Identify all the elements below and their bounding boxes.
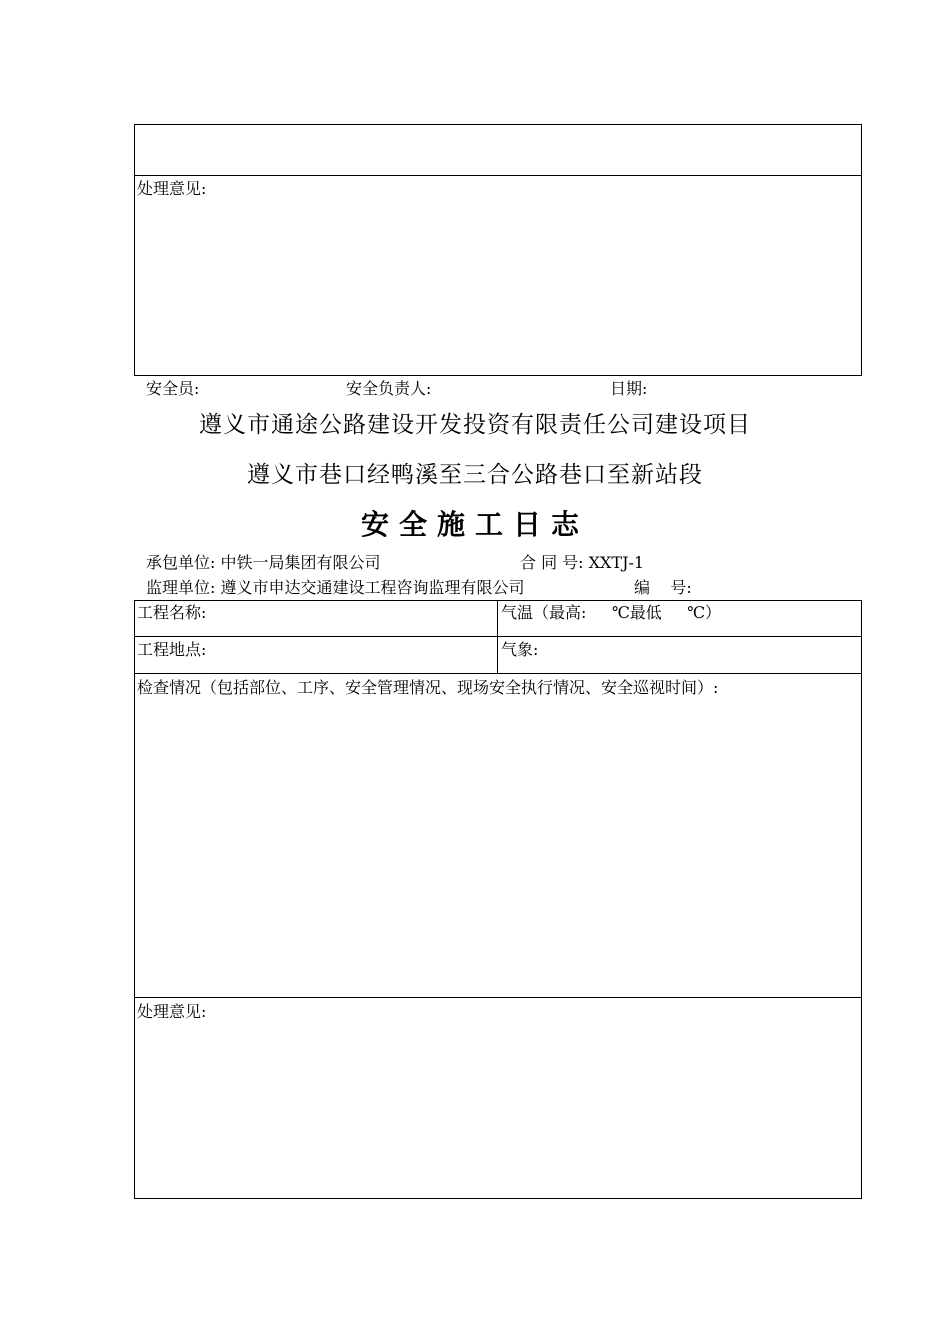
top-form-divider	[134, 175, 862, 176]
top-form-table	[134, 124, 862, 376]
contractor-line: 承包单位: 中铁一局集团有限公司	[146, 553, 381, 572]
company-project-title: 遵义市通途公路建设开发投资有限责任公司建设项目	[199, 412, 751, 438]
project-name-label: 工程名称:	[137, 603, 207, 622]
project-location-label: 工程地点:	[137, 640, 207, 659]
weather-label: 气象:	[501, 640, 539, 659]
inspection-label: 检查情况（包括部位、工序、安全管理情况、现场安全执行情况、安全巡视时间）:	[137, 678, 719, 697]
safety-leader-label: 安全负责人:	[346, 379, 432, 398]
row-divider-2	[134, 673, 862, 674]
top-opinion-label: 处理意见:	[137, 179, 207, 198]
road-section-title: 遵义市巷口经鸭溪至三合公路巷口至新站段	[247, 462, 703, 488]
supervisor-line: 监理单位: 遵义市申达交通建设工程咨询监理有限公司	[146, 578, 525, 597]
serial-number-line: 编 号:	[634, 578, 692, 597]
safety-officer-label: 安全员:	[146, 379, 200, 398]
document-title: 安全施工日志	[360, 508, 589, 541]
row-divider-3	[134, 997, 862, 998]
temperature-label: 气温（最高: ℃最低 ℃）	[501, 603, 722, 622]
contract-number-line: 合 同 号: XXTJ-1	[520, 553, 645, 572]
date-label: 日期:	[610, 379, 648, 398]
opinion-label: 处理意见:	[137, 1002, 207, 1021]
column-divider	[497, 600, 498, 673]
row-divider-1	[134, 636, 862, 637]
